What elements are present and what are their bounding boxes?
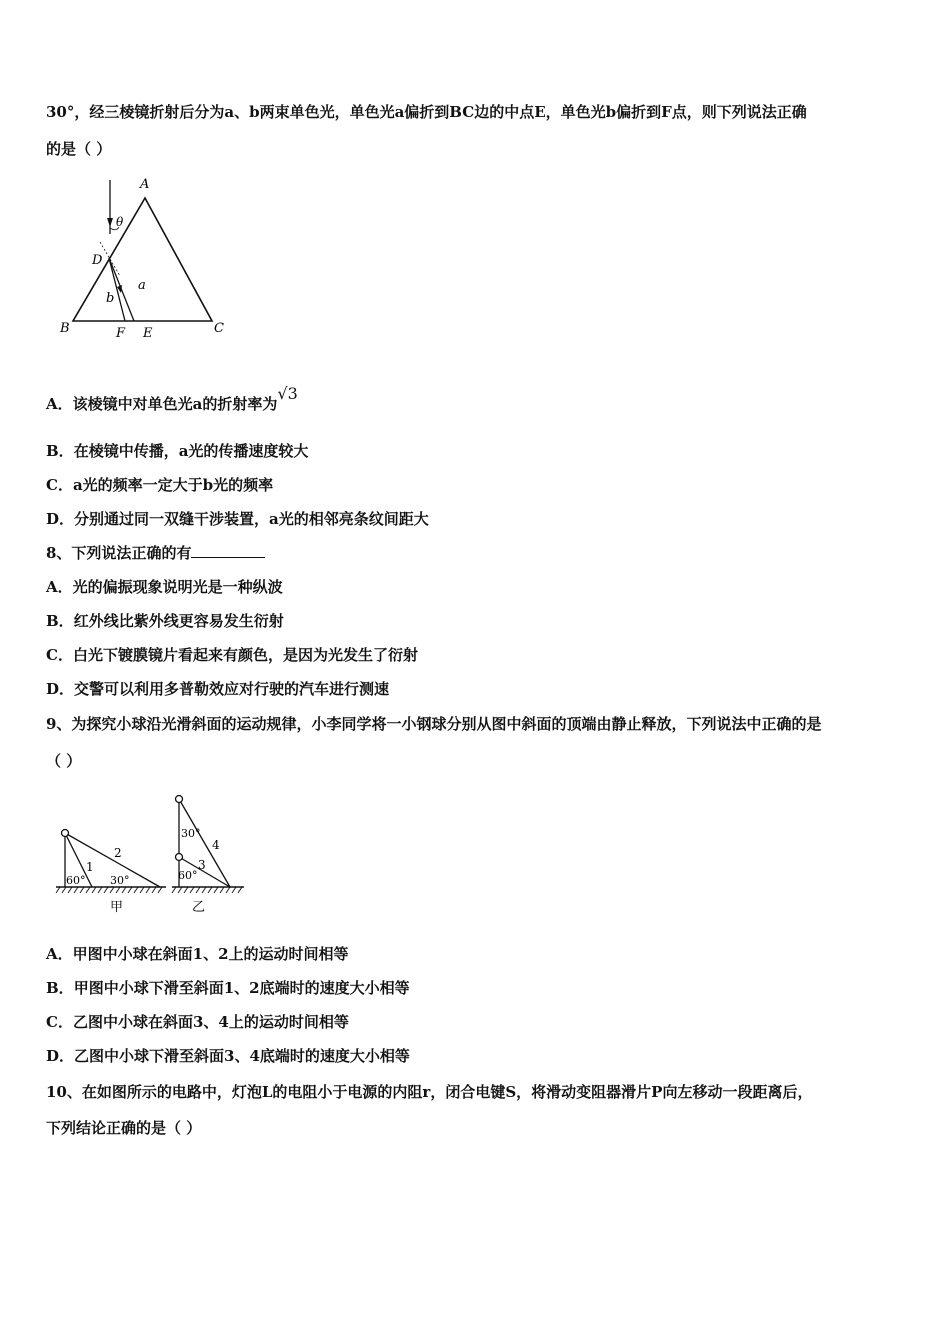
q9-stem-line2: （ ） xyxy=(46,752,82,770)
angle-60-yi: 60° xyxy=(178,869,198,882)
q10-stem-line2: 下列结论正确的是（ ） xyxy=(46,1119,202,1137)
sqrt3-expression: √3 xyxy=(277,384,298,403)
prism-label-theta: θ xyxy=(116,215,124,229)
figure-jia-label: 甲 xyxy=(110,900,124,915)
angle-30-jia: 30° xyxy=(110,874,130,887)
q8-option-b: B．红外线比紫外线更容易发生衍射 xyxy=(46,612,284,630)
plane-2-label: 2 xyxy=(114,846,122,860)
q9-stem-line1: 9、为探究小球沿光滑斜面的运动规律，小李同学将一小钢球分别从图中斜面的顶端由静止释放，下列说法中正确的是 xyxy=(46,715,822,733)
q9-option-c: C．乙图中小球在斜面3、4上的运动时间相等 xyxy=(46,1013,349,1031)
q7-option-c: C．a光的频率一定大于b光的频率 xyxy=(46,476,274,494)
plane-1-label: 1 xyxy=(86,860,94,874)
q7-option-b: B．在棱镜中传播，a光的传播速度较大 xyxy=(46,442,309,460)
plane-4-label: 4 xyxy=(212,838,220,852)
prism-figure xyxy=(56,172,236,347)
q8-option-d: D．交警可以利用多普勒效应对行驶的汽车进行测速 xyxy=(46,680,390,698)
q8-stem: 8、下列说法正确的有 xyxy=(46,543,265,563)
q8-option-a: A．光的偏振现象说明光是一种纵波 xyxy=(46,578,283,596)
inclined-planes-figure xyxy=(44,787,254,917)
answer-blank xyxy=(191,543,265,558)
prism-label-d: D xyxy=(92,253,103,268)
angle-60-jia: 60° xyxy=(66,874,86,887)
q9-option-a: A．甲图中小球在斜面1、2上的运动时间相等 xyxy=(46,945,349,963)
prism-label-c-vertex: C xyxy=(214,321,224,336)
prism-label-a-vertex: A xyxy=(140,177,150,192)
q8-option-c: C．白光下镀膜镜片看起来有颜色，是因为光发生了衍射 xyxy=(46,646,418,664)
q7-option-a: A．该棱镜中对单色光a的折射率为√3 xyxy=(46,384,298,413)
q9-option-d: D．乙图中小球下滑至斜面3、4底端时的速度大小相等 xyxy=(46,1047,410,1065)
prism-label-f: F xyxy=(116,326,126,341)
prism-label-e: E xyxy=(143,326,153,341)
plane-3-label: 3 xyxy=(198,858,206,872)
angle-30-yi: 30° xyxy=(181,827,201,840)
prism-label-ray-a: a xyxy=(138,278,146,293)
prism-label-ray-b: b xyxy=(106,291,115,306)
q7-stem-line2: 的是（ ） xyxy=(46,140,112,158)
q9-option-b: B．甲图中小球下滑至斜面1、2底端时的速度大小相等 xyxy=(46,979,410,997)
figure-yi-label: 乙 xyxy=(192,900,206,915)
q10-stem-line1: 10、在如图所示的电路中，灯泡L的电阻小于电源的内阻r，闭合电键S，将滑动变阻器滑片P向左移动一段距离后， xyxy=(46,1083,813,1101)
q7-option-d: D．分别通过同一双缝干涉装置，a光的相邻亮条纹间距大 xyxy=(46,510,429,528)
prism-label-b-vertex: B xyxy=(60,321,70,336)
q7-stem-line1: 30°，经三棱镜折射后分为a、b两束单色光，单色光a偏折到BC边的中点E，单色光b偏折到F点，则下列说法正确 xyxy=(46,103,807,121)
